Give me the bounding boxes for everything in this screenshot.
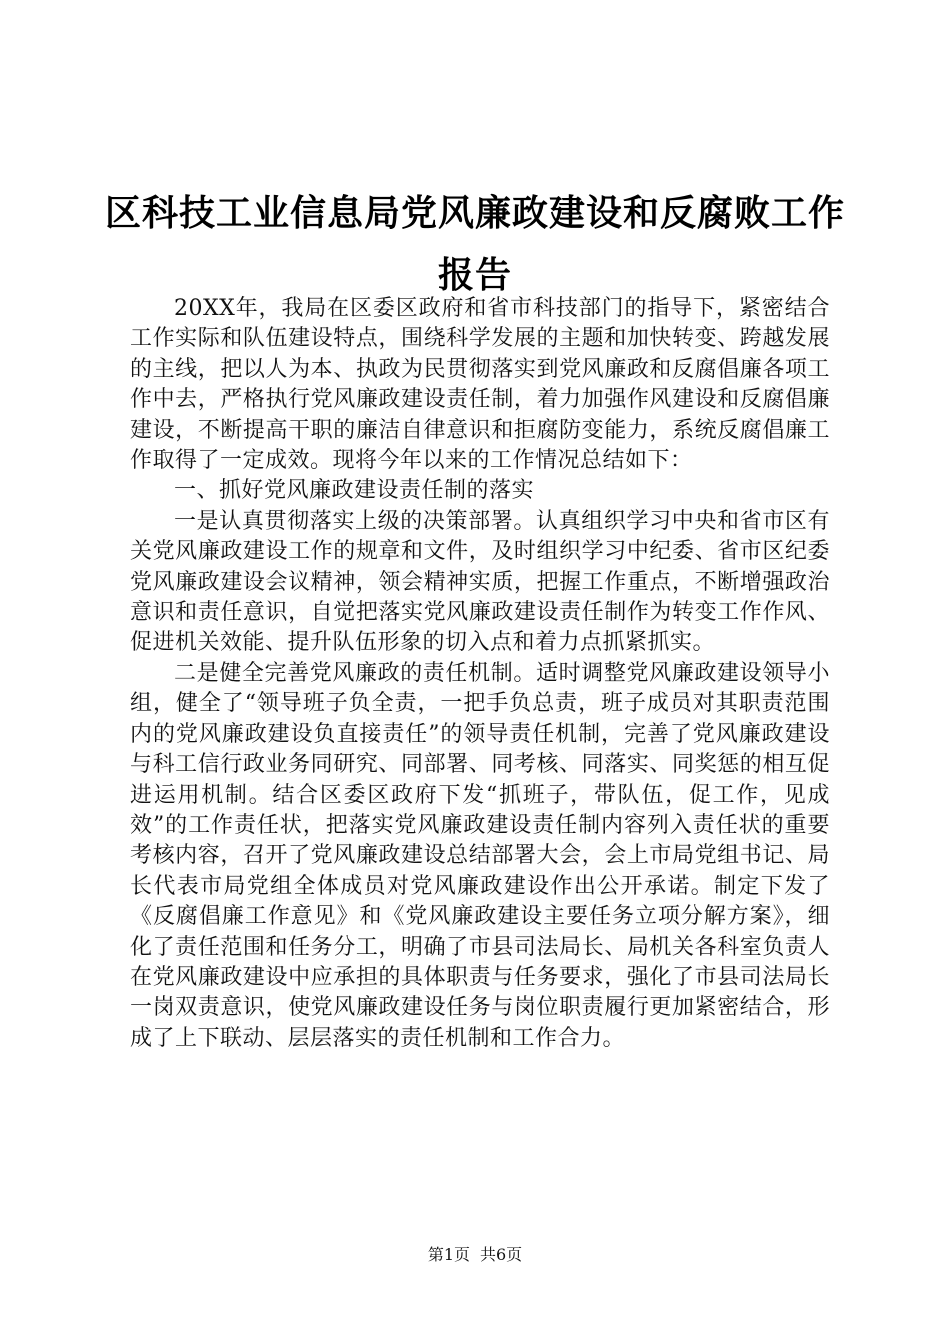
page-footer (0, 1243, 950, 1267)
document-title: 区科技工业信息局党风廉政建设和反腐败工作报告 (104, 192, 845, 296)
body-paragraph: 二是健全完善党风廉政的责任机制。适时调整党风廉政建设领导小组，健全了“领导班子负全责，一把手负总责，班子成员对其职责范围内的党风廉政建设负直接责任”的领导责任机制，完善了党风廉政建设与科工信行政业务同研究、同部署、同考核、同落实、同奖惩的相互促进运用机制。结合区委区政府下发“抓班子，带队伍，促工作，见成效”的工作责任状，把落实党风廉政建设责任制内容列入责任状的重要考核内容，召开了党风廉政建设总结部署大会，会上市局党组书记、局长代表市局党组全体成员对党风廉政建设作出公开承诺。制定下发了《反腐倡廉工作意见》和《党风廉政建设主要任务立项分解方案》，细化了责任范围和任务分工，明确了市县司法局长、局机关各科室负责人在党风廉政建设中应承担的具体职责与任务要求，强化了市县司法局长一岗双责意识，使党风廉政建设任务与岗位职责履行更加紧密结合，形成了上下联动、层层落实的责任机制和工作合力。 (130, 660, 830, 1051)
body-paragraph: 一是认真贯彻落实上级的决策部署。认真组织学习中央和省市区有关党风廉政建设工作的规章和文件，及时组织学习中纪委、省市区纪委党风廉政建设会议精神，领会精神实质，把握工作重点，不断增强政治意识和责任意识，自觉把落实党风廉政建设责任制作为转变工作作风、促进机关效能、提升队伍形象的切入点和着力点抓紧抓实。 (130, 508, 830, 656)
section-heading: 一、抓好党风廉政建设责任制的落实 (174, 478, 535, 504)
intro-paragraph: 20XX年，我局在区委区政府和省市科技部门的指导下，紧密结合工作实际和队伍建设特点，围绕科学发展的主题和加快转变、跨越发展的主线，把以人为本、执政为民贯彻落实到党风廉政和反腐倡廉各项工作中去，严格执行党风廉政建设责任制，着力加强作风建设和反腐倡廉建设，不断提高干职的廉洁自律意识和拒腐防变能力，系统反腐倡廉工作取得了一定成效。现将今年以来的工作情况总结如下： (130, 296, 830, 474)
page-total: 共6页 (480, 1245, 523, 1264)
page-number: 第1页 (427, 1245, 470, 1264)
document-body (130, 294, 830, 1054)
